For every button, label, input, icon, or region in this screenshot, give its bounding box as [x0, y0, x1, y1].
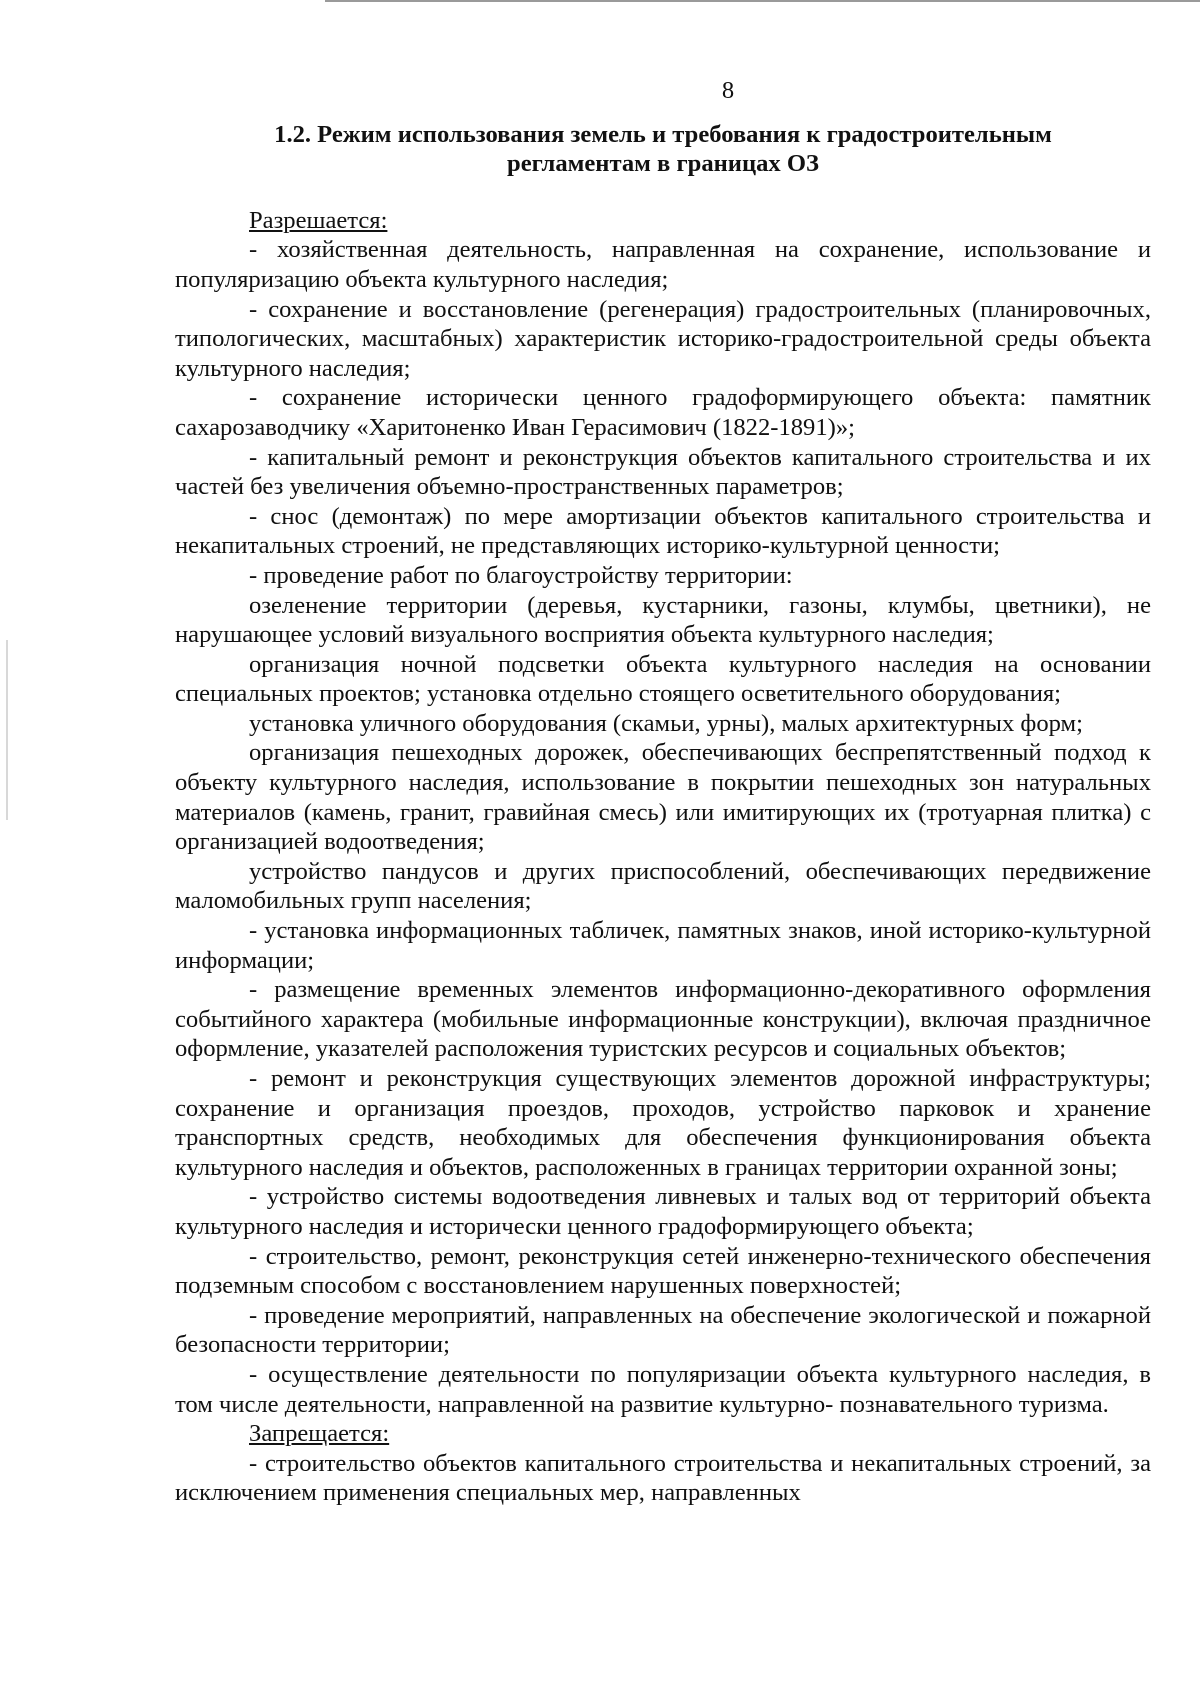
- left-margin-mark: [6, 640, 8, 820]
- top-edge-rule: [325, 0, 1200, 2]
- allowed-item-14: - ремонт и реконструкция существующих элементов дорожной инфраструктуры; сохранение и организация проездов, проходов, устройство парковок и хранение транспортных средств, необходимых для обеспечения функционирования объекта культурного наследия и объектов, расположенных в границах территории охранной зоны;: [175, 1065, 1151, 1181]
- allowed-item-13: - размещение временных элементов информационно-декоративного оформления событийного характера (мобильные информационные конструкции), включая праздничное оформление, указателей расположения туристских ресурсов и социальных объектов;: [175, 976, 1151, 1063]
- allowed-item-12: - установка информационных табличек, памятных знаков, иной историко-культурной информации;: [175, 917, 1151, 974]
- allowed-item-8: организация ночной подсветки объекта культурного наследия на основании специальных проектов; установка отдельно стоящего осветительного оборудования;: [175, 650, 1151, 708]
- allowed-item-18: - осуществление деятельности по популяризации объекта культурного наследия, в том числе деятельности, направленной на развитие культурно- познавательного туризма.: [175, 1360, 1151, 1418]
- allowed-item-6: - проведение работ по благоустройству территории:: [249, 561, 793, 589]
- allowed-label: Разрешается:: [249, 206, 388, 234]
- allowed-item-4: - капитальный ремонт и реконструкция объектов капитального строительства и их частей без увеличения объемно-пространственных параметров;: [175, 443, 1151, 501]
- allowed-item-5: - снос (демонтаж) по мере амортизации объектов капитального строительства и некапитальных строений, не представляющих историко-культурной ценности;: [175, 502, 1151, 560]
- allowed-item-2: - сохранение и восстановление (регенерация) градостроительных (планировочных, типологических, масштабных) характеристик историко-градостроительной среды объекта культурного наследия;: [175, 295, 1151, 382]
- page-number: 8: [721, 77, 735, 104]
- allowed-item-16: - строительство, ремонт, реконструкция сетей инженерно-технического обеспечения подземным способом с восстановлением нарушенных поверхностей;: [175, 1242, 1151, 1300]
- allowed-item-1: - хозяйственная деятельность, направленная на сохранение, использование и популяризацию объекта культурного наследия;: [175, 236, 1151, 293]
- forbidden-item-1: - строительство объектов капитального строительства и некапитальных строений, за исключением применения специальных мер, направленных: [175, 1449, 1151, 1507]
- allowed-item-9: установка уличного оборудования (скамьи, урны), малых архитектурных форм;: [249, 709, 1083, 737]
- allowed-item-15: - устройство системы водоотведения ливневых и талых вод от территорий объекта культурного наследия и исторически ценного градоформирующего объекта;: [175, 1183, 1151, 1240]
- allowed-item-17: - проведение мероприятий, направленных на обеспечение экологической и пожарной безопасности территории;: [175, 1301, 1151, 1359]
- section-heading-line-1: 1.2. Режим использования земель и требования к градостроительным: [274, 120, 1052, 148]
- allowed-item-10: организация пешеходных дорожек, обеспечивающих беспрепятственный подход к объекту культурного наследия, использование в покрытии пешеходных зон натуральных материалов (камень, гранит, гравийная смесь) или имитирующих их (тротуарная плитка) с организацией водоотведения;: [175, 739, 1151, 856]
- allowed-item-3: - сохранение исторически ценного градоформирующего объекта: памятник сахарозаводчику «Харитоненко Иван Герасимович (1822-1891)»;: [175, 384, 1151, 441]
- forbidden-label: Запрещается:: [249, 1420, 390, 1448]
- section-heading: [175, 120, 1151, 179]
- allowed-item-11: устройство пандусов и других приспособлений, обеспечивающих передвижение маломобильных групп населения;: [175, 857, 1151, 915]
- document-page: [175, 76, 1151, 1508]
- allowed-item-7: озеленение территории (деревья, кустарники, газоны, клумбы, цветники), не нарушающее условий визуального восприятия объекта культурного наследия;: [175, 591, 1151, 649]
- section-heading-line-2: регламентам в границах ОЗ: [507, 150, 819, 178]
